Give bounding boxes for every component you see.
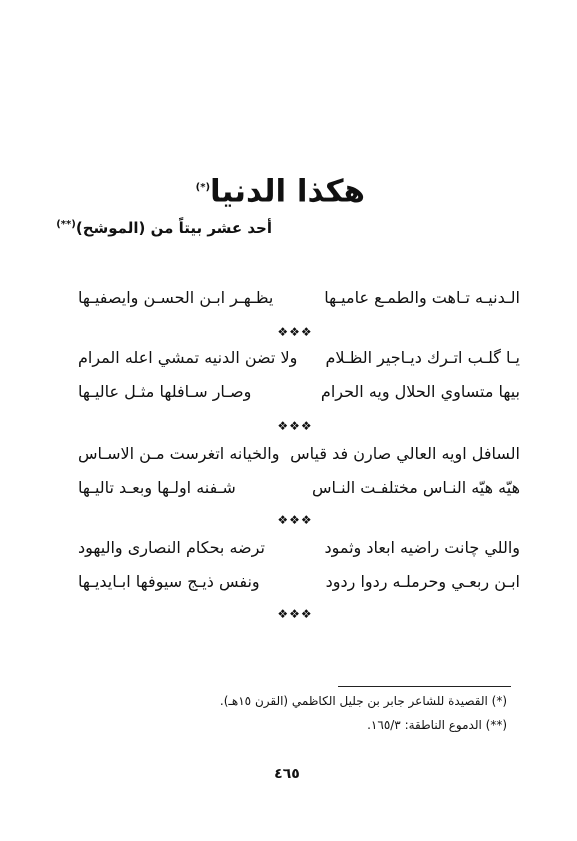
page-number: ٤٦٥ bbox=[274, 766, 300, 782]
verse-line bbox=[78, 534, 520, 562]
verse-line bbox=[78, 344, 520, 372]
verse-first-hemistich: واللي چانت راضيه ابعاد وثمود bbox=[324, 538, 520, 557]
verse-second-hemistich: ترضه بحكام النصارى واليهود bbox=[78, 538, 265, 557]
verse-line bbox=[78, 440, 520, 468]
verse-line bbox=[78, 568, 520, 596]
poem-subtitle bbox=[56, 213, 272, 240]
stanza-separator: ❖❖❖ bbox=[277, 607, 313, 621]
verse-second-hemistich: يظـهـر ابـن الحسـن وايصفيـها bbox=[78, 288, 274, 307]
stanza-separator: ❖❖❖ bbox=[277, 325, 313, 339]
verse-first-hemistich: السافل اويه العالي صارن فد قياس bbox=[290, 444, 520, 463]
verse-first-hemistich: هيّه هيّه النـاس مختلفـت النـاس bbox=[311, 478, 520, 497]
poem-title bbox=[196, 168, 365, 211]
verse-line bbox=[78, 474, 520, 502]
verse-second-hemistich: شـفنه اولـها وبعـد تاليـها bbox=[78, 478, 236, 497]
poem-subtitle-text: أحد عشر بيتاً من (الموشح) bbox=[75, 219, 272, 237]
verse-first-hemistich: الـدنيـه تـاهت والطمـع عاميـها bbox=[324, 288, 520, 307]
verse-first-hemistich: يـا گلـب اتـرك ديـاجير الظـلام bbox=[325, 348, 520, 367]
stanza-separator: ❖❖❖ bbox=[277, 419, 313, 433]
verse-first-hemistich: بيها متساوي الحلال ويه الحرام bbox=[320, 382, 520, 401]
verse-second-hemistich: ولا تضن الدنيه تمشي اعله المرام bbox=[78, 348, 298, 367]
stanza-separator: ❖❖❖ bbox=[277, 513, 313, 527]
poem-title-text: هكذا الدنيا bbox=[210, 173, 365, 210]
poem-title-footnote-marker: (*) bbox=[195, 182, 211, 193]
verse-line bbox=[78, 284, 520, 312]
footnote-divider bbox=[338, 686, 511, 687]
verse-line bbox=[78, 378, 520, 406]
verse-second-hemistich: والخيانه اتغرست مـن الاسـاس bbox=[78, 444, 280, 463]
verse-first-hemistich: ابـن ربعـي وحرملـه ردوا ردود bbox=[325, 572, 520, 591]
verse-second-hemistich: وصـار سـافلها مثـل عاليـها bbox=[78, 382, 252, 401]
footnote: (*) القصيدة للشاعر جابر بن جليل الكاظمي (القرن ١٥هـ). bbox=[219, 694, 507, 708]
verse-second-hemistich: ونفس ذيـج سيوفها ابـايديـها bbox=[78, 572, 260, 591]
footnote: (**) الدموع الناطقة: ١٦٥/٣. bbox=[367, 718, 507, 732]
poem-subtitle-footnote-marker: (**) bbox=[56, 219, 76, 230]
